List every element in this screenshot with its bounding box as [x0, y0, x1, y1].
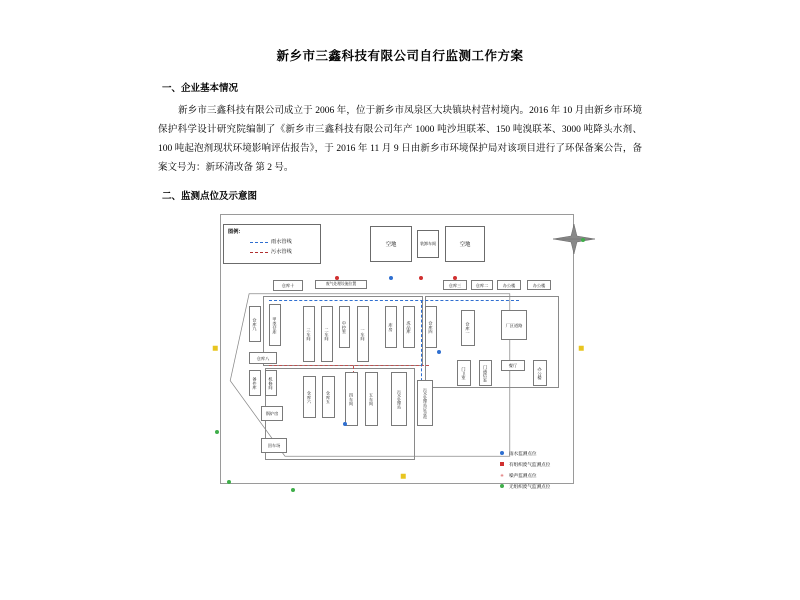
building-office-c: 办公楼	[533, 360, 547, 386]
organized-gas-point-icon	[499, 459, 505, 470]
pipe-legend-item-rain	[250, 238, 316, 247]
building-wastewater-station: 污水处理站	[391, 372, 407, 426]
building-class-a-warehouse: 甲类仓库	[269, 304, 281, 346]
building-control-room: 中控室	[339, 306, 350, 348]
monitor-point-green-2	[215, 430, 219, 434]
pipe-legend-title: 图例：	[228, 229, 244, 235]
page-title: 新乡市三鑫科技有限公司自行监测工作方案	[276, 49, 524, 63]
compass-icon	[551, 222, 597, 256]
building-warehouse-4: 仓库四	[425, 306, 437, 348]
monitor-point-green-1	[581, 238, 585, 242]
paragraph-text: 新乡市三鑫科技有限公司成立于 2006 年，位于新乡市凤泉区大块镇块村营村境内。2016 年 10 月由新乡市环境保护科学设计研究院编制了《新乡市三鑫科技有限公司年产 1000 吨沙坦联苯、150 吨溴联苯、3000 吨降头水剂、100 吨起泡剂现状环境影响评估报告》，于 2016 年 11 月 9 日由新乡市环境保护局对该项目进行了环保备案公告，备案文号为：新环清改备 第 2 号。	[158, 106, 642, 173]
building-warehouse-5: 仓库五	[322, 376, 335, 418]
monitor-legend-label-0: 雨水监测点位	[509, 451, 537, 456]
sewer-pipe-h1	[269, 365, 429, 366]
document-body	[150, 18, 650, 582]
open-area-right-label: 空地	[459, 242, 471, 248]
paragraph-company-info	[158, 102, 642, 178]
monitor-point-green-4	[291, 488, 295, 492]
monitor-point-red-3	[453, 276, 457, 280]
monitor-point-yellow-1	[213, 346, 218, 351]
rain-pipe-h1	[269, 300, 519, 301]
building-workshop-3: 三车间	[303, 306, 315, 362]
open-area-middle	[417, 230, 439, 258]
building-workshop-5: 五车间	[365, 372, 378, 426]
monitor-legend	[499, 448, 607, 492]
monitor-point-red-1	[335, 276, 339, 280]
building-warehouse-10: 仓库十	[273, 280, 303, 291]
monitor-legend-label-3: 无组织废气监测点位	[509, 484, 551, 489]
monitor-point-water-2	[437, 350, 441, 354]
monitor-legend-item-3	[499, 481, 607, 492]
building-boiler-room: 锅炉房	[261, 406, 283, 421]
building-gatehouse: 门卫室	[457, 360, 471, 386]
pipe-legend-item-sewer	[250, 248, 316, 257]
monitor-legend-item-1	[499, 459, 607, 470]
unorganized-gas-point-icon	[499, 481, 505, 492]
building-office-a: 办公楼	[497, 280, 521, 290]
building-workshop-2: 二车间	[321, 306, 333, 362]
site-plan-figure	[185, 210, 615, 500]
section-heading-2: 二、监测点位及示意图	[162, 192, 258, 202]
building-emergency-pond: 污水处理站应急池	[417, 380, 433, 426]
section-heading-1: 一、企业基本情况	[162, 84, 239, 94]
monitor-point-yellow-3	[401, 474, 406, 479]
monitor-legend-label-2: 噪声监测点位	[509, 473, 537, 478]
monitor-point-yellow-2	[579, 346, 584, 351]
building-office-b: 办公楼	[527, 280, 551, 290]
pipe-legend	[223, 224, 321, 264]
building-warehouse-2: 仓库二	[471, 280, 493, 290]
rain-pipe-v1	[421, 300, 422, 386]
building-plant-road: 厂区道路	[501, 310, 527, 340]
building-canteen: 餐厅	[501, 360, 525, 371]
open-area-middle-label: 装卸车间	[420, 241, 436, 246]
building-comms-room: 门通信室	[479, 360, 492, 386]
building-storeroom: 库房	[385, 306, 397, 348]
monitor-legend-item-2	[499, 470, 607, 481]
building-machine-shop: 机修间	[265, 370, 277, 396]
monitor-point-red-2	[419, 276, 423, 280]
monitor-legend-item-0	[499, 448, 607, 459]
building-workshop-4: 四车间	[345, 372, 358, 426]
building-warehouse-8: 仓库八	[249, 352, 277, 364]
monitor-point-water-3	[343, 422, 347, 426]
building-gas-treatment: 废气处理设施位置	[315, 280, 367, 289]
pipe-legend-label-sewer: 污水管线	[271, 249, 292, 255]
building-warehouse-6: 仓库六	[303, 376, 316, 418]
building-finished-goods: 成品库	[403, 306, 415, 348]
building-warehouse-1: 仓库一	[461, 310, 475, 346]
building-warehouse-3: 仓库三	[443, 280, 467, 290]
water-point-icon	[499, 448, 505, 459]
rain-line-icon	[250, 242, 268, 243]
pipe-legend-label-rain: 雨水管线	[271, 239, 292, 245]
building-workshop-1: 一车间	[357, 306, 369, 362]
open-area-left	[370, 226, 412, 262]
noise-point-icon: ✳	[500, 473, 504, 478]
sewer-line-icon	[250, 252, 268, 253]
building-turnaround-yard: 回车场	[261, 438, 287, 453]
open-area-right	[445, 226, 485, 262]
monitor-legend-label-1: 有组织废气监测点位	[509, 462, 551, 467]
open-area-left-label: 空地	[385, 242, 397, 248]
building-spare-parts: 备件库	[249, 370, 261, 396]
monitor-point-green-3	[227, 480, 231, 484]
monitor-point-water-1	[389, 276, 393, 280]
building-warehouse-9: 仓库九	[249, 306, 261, 342]
